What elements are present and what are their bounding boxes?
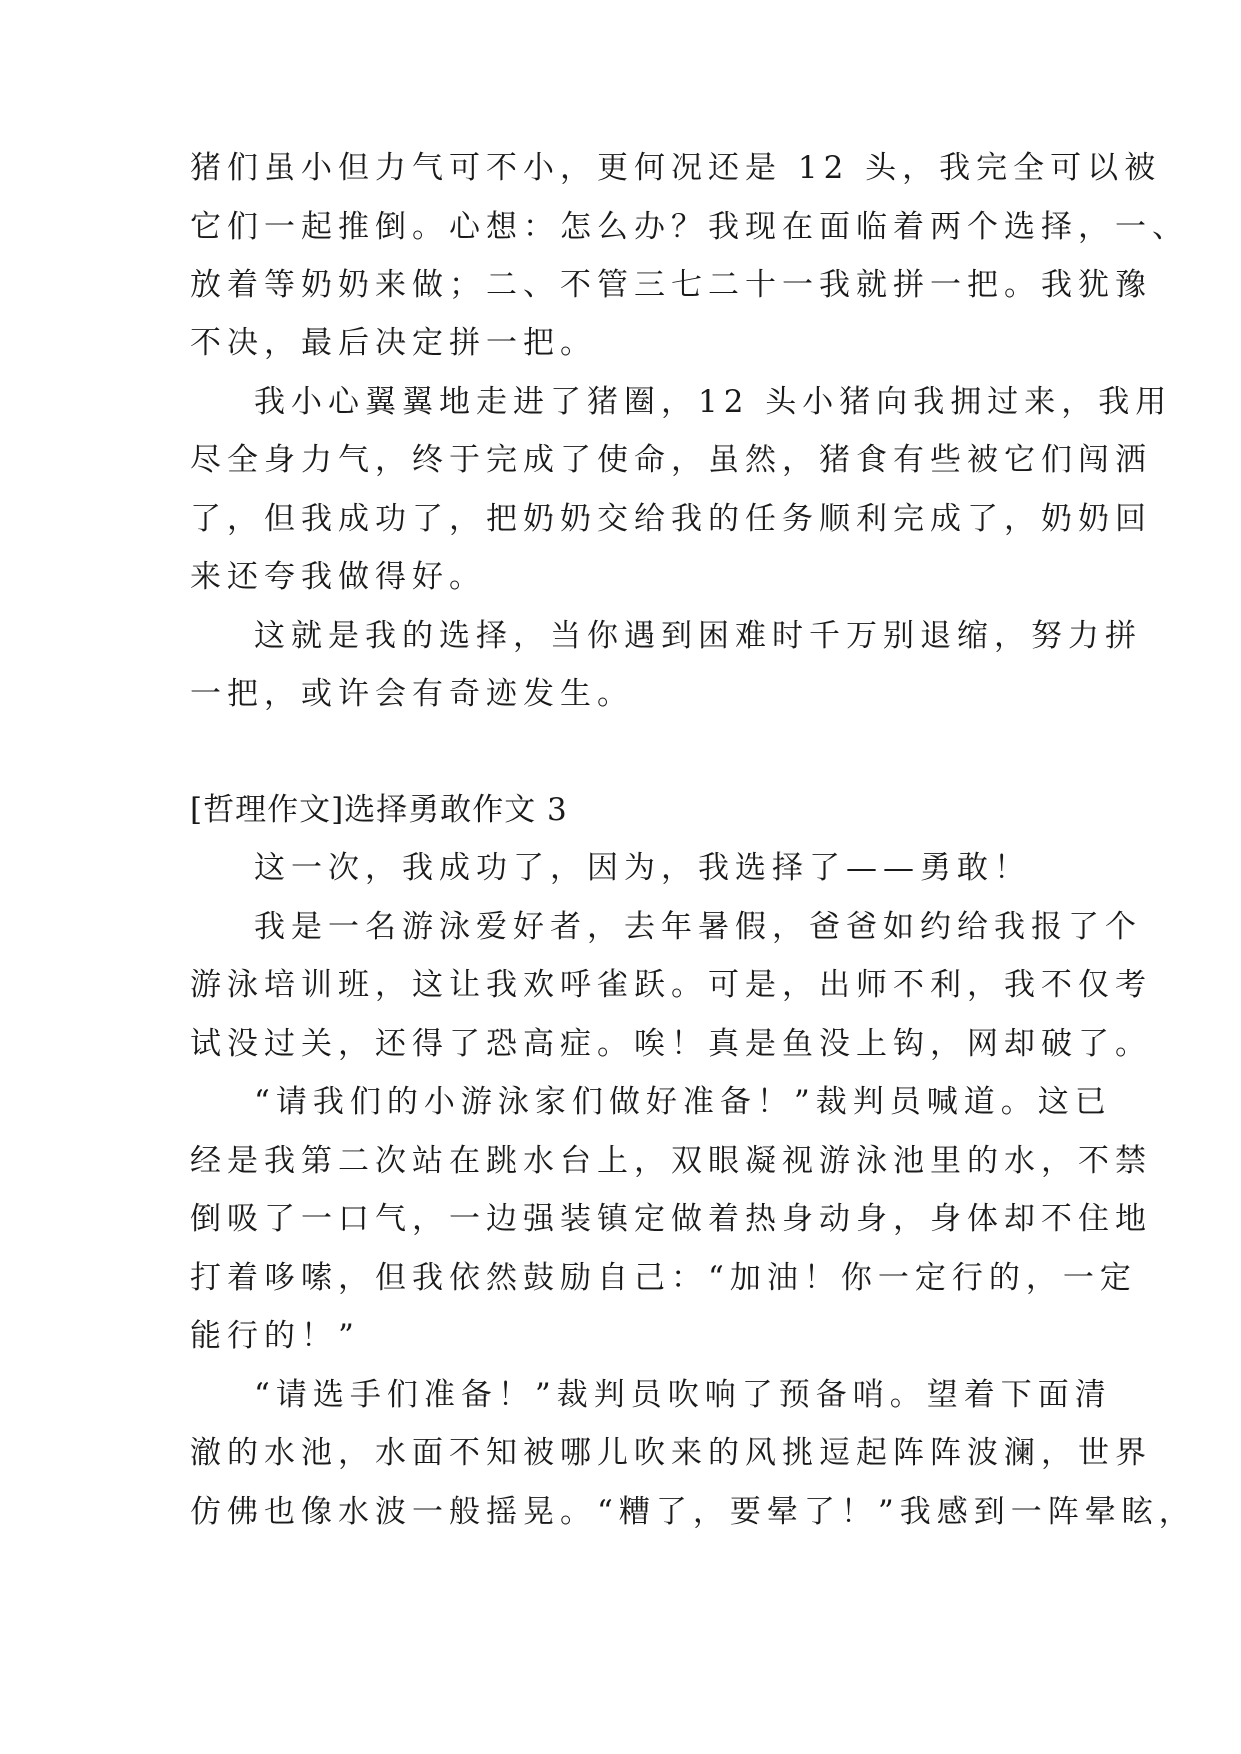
s2-p4-line-3: 仿佛也像水波一般摇晃。“糟了，要晕了！”我感到一阵晕眩， (190, 1494, 1196, 1530)
s2-p3-line-2: 经是我第二次站在跳水台上，双眼凝视游泳池里的水，不禁 (190, 1143, 1152, 1179)
s1-p2-line-4: 来还夸我做得好。 (190, 559, 486, 595)
s2-p3-line-3: 倒吸了一口气，一边强装镇定做着热身动身，身体却不住地 (190, 1201, 1152, 1237)
s1-p1-line-1: 猪们虽小但力气可不小，更何况还是 12 头，我完全可以被 (190, 150, 1162, 186)
s1-p1-line-3: 放着等奶奶来做；二、不管三七二十一我就拼一把。我犹豫 (190, 267, 1152, 303)
s2-p3-line-4: 打着哆嗦，但我依然鼓励自己：“加油！你一定行的，一定 (190, 1260, 1137, 1296)
s1-p2-line-1: 我小心翼翼地走进了猪圈，12 头小猪向我拥过来，我用 (254, 384, 1173, 420)
s2-p4-line-2: 澈的水池，水面不知被哪儿吹来的风挑逗起阵阵波澜，世界 (190, 1435, 1152, 1471)
s2-p2-line-1: 我是一名游泳爱好者，去年暑假，爸爸如约给我报了个 (254, 909, 1142, 945)
s1-p3-line-1: 这就是我的选择，当你遇到困难时千万别退缩，努力拼 (254, 618, 1142, 654)
s2-p4-line-1: “请选手们准备！”裁判员吹响了预备哨。望着下面清 (254, 1377, 1112, 1413)
s2-p3-line-1: “请我们的小游泳家们做好准备！”裁判员喊道。这已 (254, 1084, 1112, 1120)
s2-p2-line-2: 游泳培训班，这让我欢呼雀跃。可是，出师不利，我不仅考 (190, 967, 1152, 1003)
s1-p1-line-4: 不决，最后决定拼一把。 (190, 325, 597, 361)
s1-p1-line-2: 它们一起推倒。心想：怎么办？我现在面临着两个选择，一、 (190, 209, 1189, 245)
s1-p2-line-3: 了，但我成功了，把奶奶交给我的任务顺利完成了，奶奶回 (190, 501, 1152, 537)
s2-p1-line-1: 这一次，我成功了，因为，我选择了——勇敢！ (254, 850, 1031, 886)
s1-p3-line-2: 一把，或许会有奇迹发生。 (190, 676, 634, 712)
s2-p2-line-3: 试没过关，还得了恐高症。唉！真是鱼没上钩，网却破了。 (190, 1026, 1152, 1062)
section-heading: [哲理作文]选择勇敢作文 3 (190, 792, 568, 828)
s2-p3-line-5: 能行的！” (190, 1318, 360, 1354)
s1-p2-line-2: 尽全身力气，终于完成了使命，虽然，猪食有些被它们闯洒 (190, 442, 1152, 478)
